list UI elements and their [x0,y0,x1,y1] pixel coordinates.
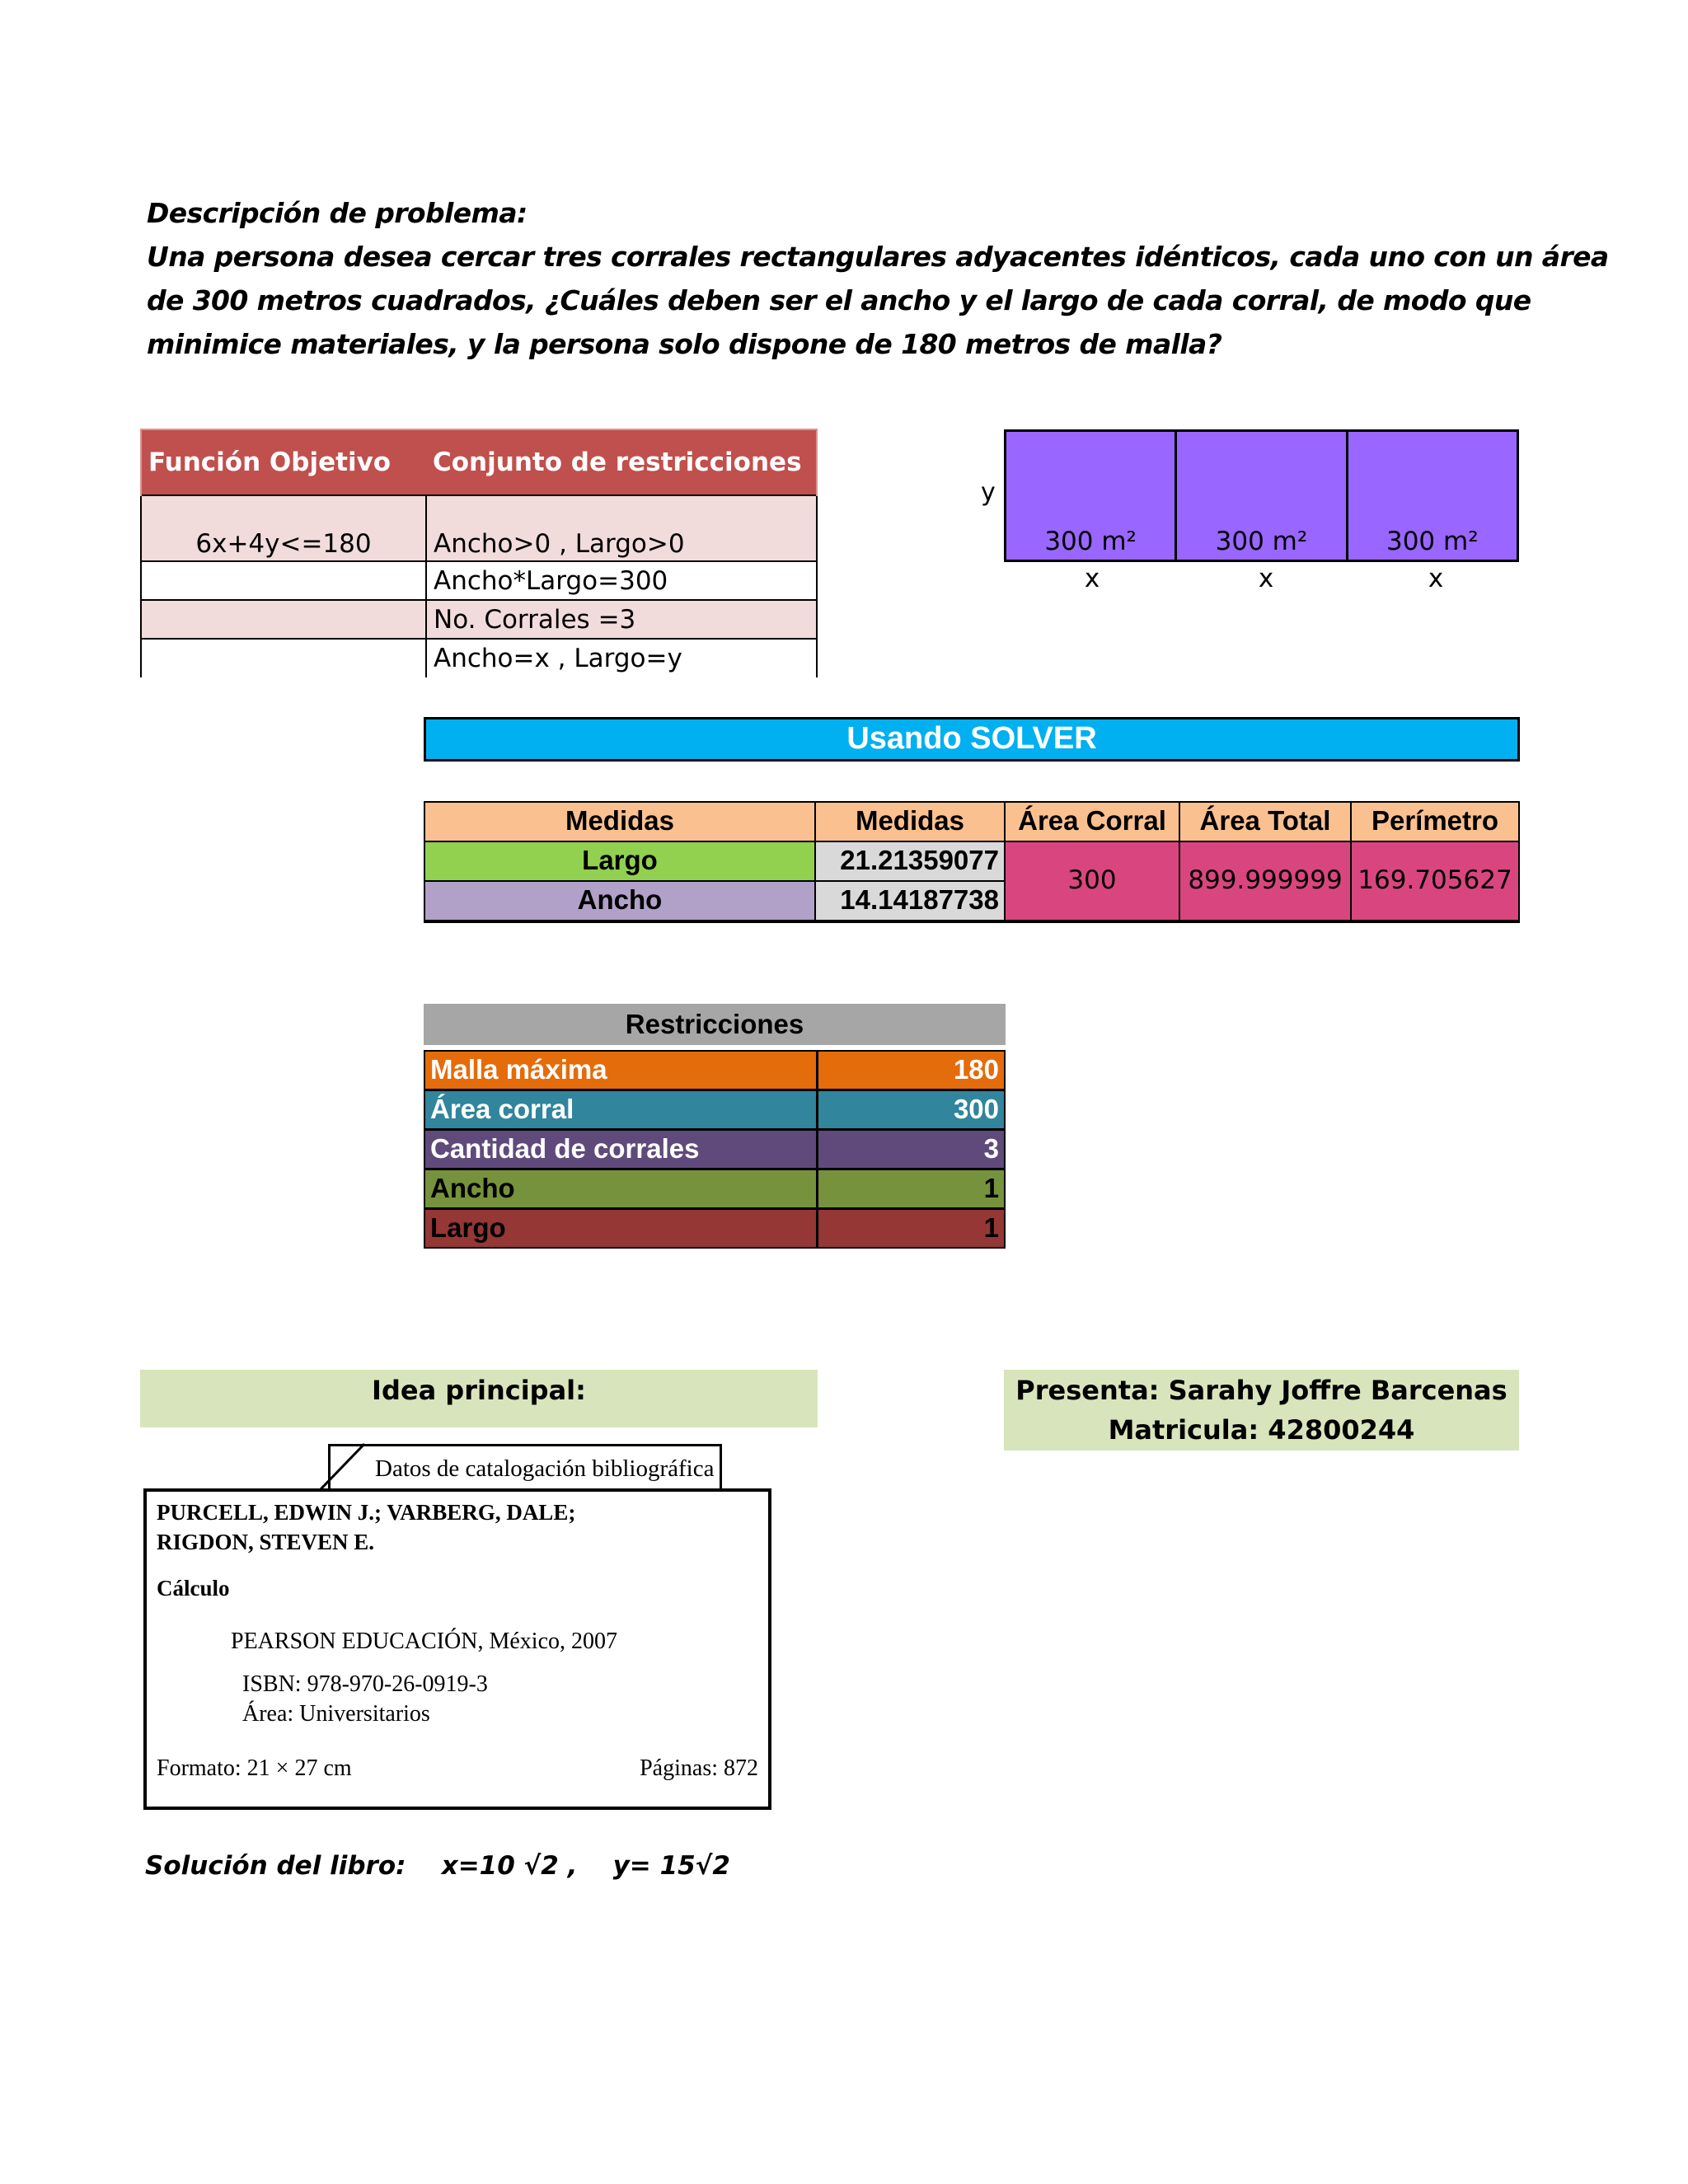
largo-value: 21.21359077 [814,841,1006,882]
catalog-tab [328,1444,722,1488]
restriction-label: Largo [430,1212,506,1243]
restriction-value: 1 [983,1173,999,1203]
restriction-label: Área corral [430,1094,574,1124]
restriction-row [424,1208,1006,1249]
area-total-value: 899.999999 [1179,841,1352,923]
header-area-corral: Área Corral [1004,801,1180,842]
corral-box [1006,432,1177,560]
description-line: minimice materiales, y la persona solo dispone de 180 metros de malla? [147,328,1222,360]
corral-box [1348,432,1517,560]
x-dimension-label: x [1428,564,1444,593]
restriction-value: 300 [953,1094,999,1124]
catalog-area: Área: Universitarios [242,1701,430,1727]
restriction-value: 3 [983,1133,999,1164]
restriction-cell: Ancho=x , Largo=y [426,639,817,677]
catalog-publisher: PEARSON EDUCACIÓN, México, 2007 [231,1629,617,1654]
ancho-value: 14.14187738 [814,880,1006,923]
empty-cell [141,561,426,600]
description-line: de 300 metros cuadrados, ¿Cuáles deben ser el ancho y el largo de cada corral, de modo que [147,284,1531,316]
y-dimension-label: y [981,478,996,507]
restriction-row [424,1090,1006,1130]
ancho-label: Ancho [424,880,816,923]
restriction-label: Ancho [430,1173,515,1203]
corral-area-label: 300 m² [1386,527,1479,556]
area-corral-value: 300 [1004,841,1180,923]
header-medidas: Medidas [424,801,816,842]
empty-cell [141,639,426,677]
catalog-title: Cálculo [157,1576,230,1601]
header-restrictions: Conjunto de restricciones [426,429,817,495]
presenta-matricula: Matricula: 42800244 [1108,1414,1415,1446]
header-perimetro: Perímetro [1350,801,1520,842]
corral-area-label: 300 m² [1215,527,1308,556]
catalog-card [140,1444,776,1813]
header-medidas: Medidas [814,801,1006,842]
objective-function: 6x+4y<=180 [141,495,426,561]
catalog-format: Formato: 21 × 27 cm [157,1755,352,1781]
catalog-tab-label: Datos de catalogación bibliográfica [375,1455,715,1482]
x-dimension-label: x [1084,564,1100,593]
restriction-cell: No. Corrales =3 [426,600,817,639]
restriction-row [424,1050,1006,1090]
idea-principal-label: Idea principal: [140,1370,818,1427]
cell-divider [816,1090,818,1130]
restriction-value: 180 [953,1054,999,1085]
restricciones-header: Restricciones [424,1004,1006,1045]
presenta-name: Presenta: Sarahy Joffre Barcenas [1015,1375,1507,1406]
problem-description [147,191,1609,366]
cell-divider [816,1050,818,1090]
restriction-row [424,1129,1006,1169]
restriction-cell: Ancho*Largo=300 [426,561,817,600]
corral-area-label: 300 m² [1044,527,1137,556]
cell-divider [816,1169,818,1209]
cell-divider [816,1208,818,1249]
restriction-label: Malla máxima [430,1054,607,1085]
restriction-row [424,1169,1006,1209]
perimetro-value: 169.705627 [1350,841,1520,923]
x-dimension-label: x [1258,564,1274,593]
restriction-label: Cantidad de corrales [430,1133,700,1164]
catalog-box [143,1488,771,1810]
presenta-box [1004,1370,1519,1451]
cell-divider [816,1129,818,1169]
description-line: Una persona desea cercar tres corrales rectangulares adyacentes idénticos, cada uno con un área [147,241,1609,273]
catalog-authors: RIGDON, STEVEN E. [157,1530,375,1554]
catalog-isbn: ISBN: 978-970-26-0919-3 [242,1671,488,1697]
description-heading: Descripción de problema: [147,197,528,229]
solver-results-table [424,801,1520,926]
catalog-authors: PURCELL, EDWIN J.; VARBERG, DALE; [157,1500,576,1525]
largo-label: Largo [424,841,816,882]
empty-cell [141,600,426,639]
corrals-diagram [1004,429,1519,562]
catalog-pages: Páginas: 872 [640,1755,758,1781]
header-objective: Función Objetivo [141,429,426,495]
objective-restrictions-table [140,429,818,677]
book-solution: Solución del libro: x=10 √2 , y= 15√2 [145,1851,730,1881]
restriction-cell: Ancho>0 , Largo>0 [426,495,817,561]
restriction-value: 1 [983,1212,999,1243]
header-area-total: Área Total [1179,801,1352,842]
solver-banner: Usando SOLVER [424,717,1520,762]
tab-slant [319,1443,365,1491]
corral-box [1177,432,1348,560]
